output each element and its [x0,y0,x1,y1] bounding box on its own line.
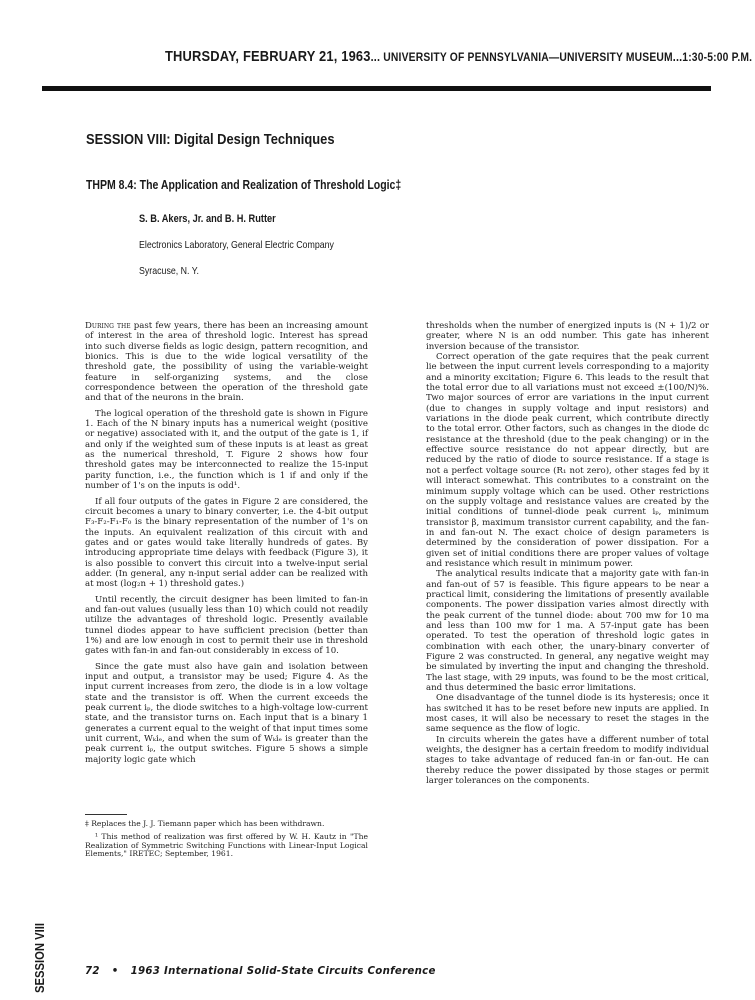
paragraph: Correct operation of the gate requires that the peak current lie between the input current levels corresponding to a majority and a minority excitation; Figure 6. This leads to the result that the total error due to all variations must not exceed ±(100/N)%. Two major sources of error are variations in the input current (due to changes in supply voltage and input resistors) and variations in the diode peak current, which contribute directly to the total error. Other factors, such as changes in the diode dc resistance at the threshold (due to the peak changing) or in the effective source resistance do not appear directly, but are reduced by the ratio of diode to source resistance. If a stage is not a perfect voltage source (R₁ not zero), other stages fed by it will interact somewhat. This contributes to a constraint on the minimum supply voltage which can be used. Other restrictions on the supply voltage and resistance values are created by the initial conditions of tunnel-diode peak current iₚ, minimum transistor β, maximum transistor current capability, and the fan-in and fan-out N. The exact choice of design parameters is determined by the consideration of power dissipation. For a given set of initial conditions there are proper values of voltage and resistance which result in minimum power. [426,352,709,569]
paragraph: Since the gate must also have gain and isolation between input and output, a transistor may be used; Figure 4. As the input current increases from zero, the diode is in a low voltage state and the transistor is off. When the current exceeds the peak current iₚ, the diode switches to a high-voltage low-current state, and the transistor turns on. Each input that is a binary 1 generates a current equal to the weight of that input times some unit current, Wₖiₑ, and when the sum of Wₖiₑ is greater than the peak current iₚ, the output switches. Figure 5 shows a simple majority logic gate which [85,661,368,765]
session-side-label: SESSION VIII [33,922,47,993]
conference-name: 1963 International Solid-State Circuits Conference [130,966,436,977]
header-time: 1:30-5:00 P.M. [682,50,753,64]
header-venue: UNIVERSITY OF PENNSYLVANIA—UNIVERSITY MUSEUM [383,50,673,64]
footnote: ¹ This method of realization was first offered by W. H. Kautz in "The Realization of Symmetric Switching Functions with Linear-Input Logical Elements," IRETEC; September, 1961. [85,832,368,859]
left-column [85,321,368,765]
right-column [426,321,709,786]
paragraph: The logical operation of the threshold gate is shown in Figure 1. Each of the N binary inputs has a numerical weight (positive or negative) associated with it, and the output of the gate is 1, if and only if the weighted sum of these inputs is at least as great as the numerical threshold, T. Figure 2 shows how four threshold gates may be interconnected to realize the 15-input parity function, i.e., the function which is 1 if and only if the number of 1's on the inputs is odd¹. [85,408,368,492]
paragraph: The analytical results indicate that a majority gate with fan-in and fan-out of 57 is feasible. This figure appears to be near a practical limit, considering the limitations of presently available components. The power dissipation varies almost directly with the peak current of the tunnel diode: about 700 mw for 10 ma and less than 100 mw for 1 ma. A 57-input gate has been operated. To test the operation of threshold logic gates in combination with each other, the unary-binary converter of Figure 2 was constructed. In general, any negative weight may be simulated by inverting the input and changing the threshold. The last stage, with 29 inputs, was found to be the most critical, and thus determined the basic error limitations. [426,569,709,694]
paragraph: During the past few years, there has been an increasing amount of interest in the area of threshold logic. Interest has spread into such diverse fields as logic design, pattern recognition, and bionics. This is due to the wide logical versatility of the threshold gate, the possibility of using the variable-weight feature in self-organizing systems, and the close correspondence between the operation of the threshold gate and that of the neurons in the brain. [85,321,368,404]
footnote: ‡ Replaces the J. J. Tiemann paper which has been withdrawn. [85,819,325,828]
paper-location: Syracuse, N. Y. [139,265,199,277]
header-separator: ... [672,50,683,64]
page-number: 72 [85,966,100,977]
paragraph: One disadvantage of the tunnel diode is its hysteresis; once it has switched it has to be reset before new inputs are applied. In most cases, it will also be necessary to reset the stages in the same sequence as the flow of logic. [426,693,709,735]
paper-title: THPM 8.4: The Application and Realization of Threshold Logic‡ [86,178,402,192]
running-header [165,48,753,65]
header-date: THURSDAY, FEBRUARY 21, 1963 [165,48,371,65]
paragraph: Until recently, the circuit designer has been limited to fan-in and fan-out values (usually less than 10) which could not readily utilize the advantages of threshold logic. Presently available tunnel diodes appear to have sufficient precision (better than 1%) and are low enough in cost to permit their use in threshold gates with fan-in and fan-out considerably in excess of 10. [85,594,368,657]
bullet-icon: • [111,966,119,977]
session-title: SESSION VIII: Digital Design Techniques [86,131,335,148]
paper-affiliation: Electronics Laboratory, General Electric Company [139,239,334,251]
footnotes [85,820,368,859]
paragraph: If all four outputs of the gates in Figure 2 are considered, the circuit becomes a unary to binary converter, i.e. the 4-bit output F₃-F₂-F₁-F₀ is the binary representation of the number of 1's on the inputs. An equivalent realization of this circuit with and gates and or gates would take literally hundreds of gates. By introducing appropriate time delays with feedback (Figure 3), it is also possible to convert this circuit into a twelve-input serial adder. (In general, any n-input serial adder can be realized with at most (log₂n + 1) threshold gates.) [85,496,368,590]
header-rule [42,86,711,91]
footnote-rule [85,814,127,815]
page-footer [85,966,436,977]
lead-in: During the [85,321,131,331]
paragraph: In circuits wherein the gates have a different number of total weights, the designer has a certain freedom to modify individual stages to take advantage of reduced fan-in or fan-out. He can thereby reduce the power dissipated by those stages or permit larger tolerances on the components. [426,734,709,787]
header-separator: ... [370,50,381,64]
paragraph: thresholds when the number of energized inputs is (N + 1)/2 or greater, where N is an odd number. This gate has inherent inversion because of the transistor. [426,321,709,352]
paper-authors: S. B. Akers, Jr. and B. H. Rutter [139,213,276,225]
